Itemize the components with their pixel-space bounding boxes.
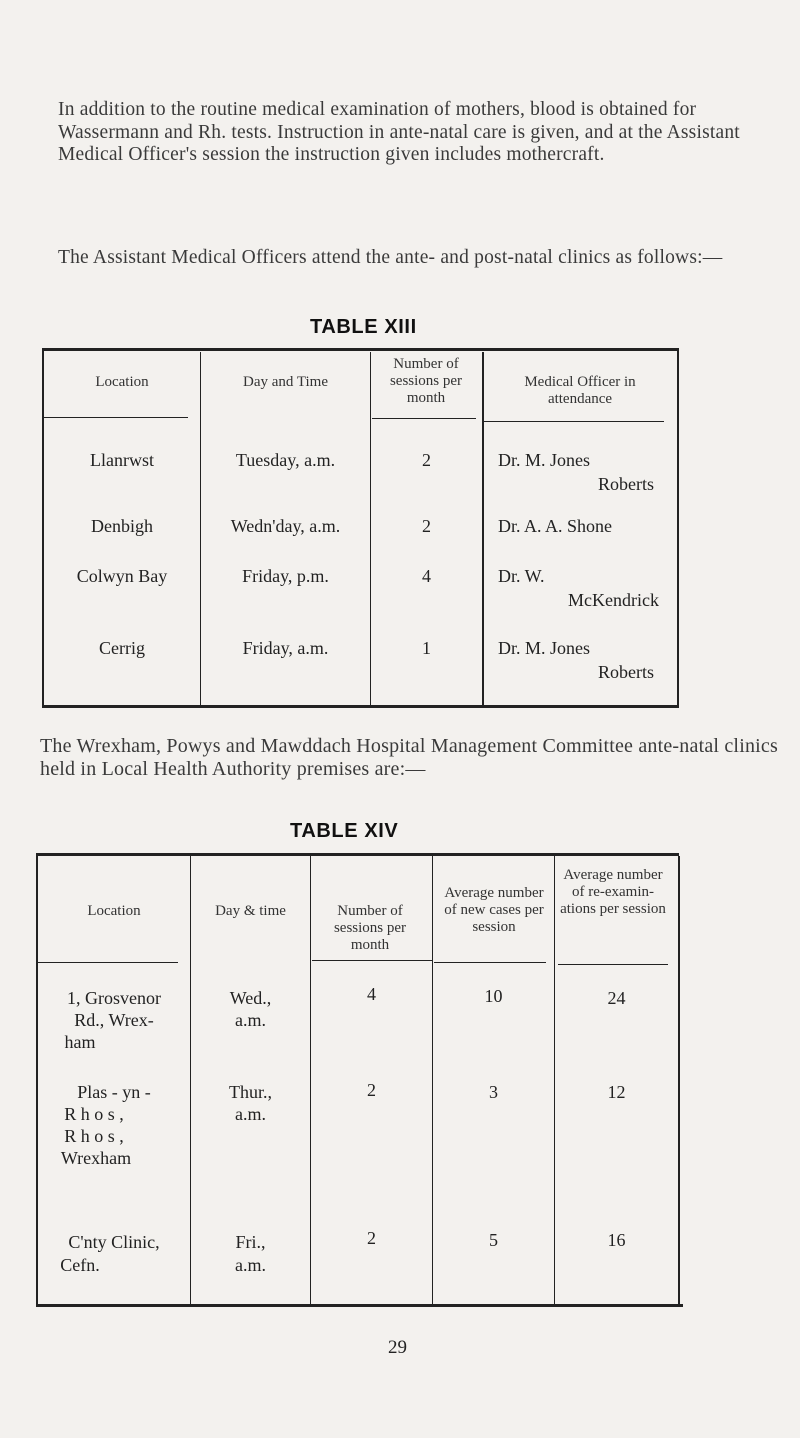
cell-day: Wed., (229, 988, 272, 1008)
cell-sessions: 1 (422, 638, 431, 658)
cell-location-cont: Wrexham (60, 1148, 132, 1168)
cell-day: Fri., (235, 1232, 266, 1252)
cell-officer: Dr. A. A. Shone (498, 516, 613, 536)
cell-location: Denbigh (91, 516, 153, 536)
cell-sessions: 2 (422, 450, 431, 470)
cell-location-cont: R h o s , (64, 1104, 124, 1124)
cell-location-cont: ham (64, 1032, 96, 1052)
intro-paragraph: In addition to the routine medical examination of mothers, blood is obtained for Wassermann and Rh. tests. Instruction in ante-natal care is given, and at the Assistant Medical Officer's session the instruction given includes mothercraft. (58, 99, 740, 165)
cell-day-cont: a.m. (235, 1255, 266, 1275)
cell-day: Tuesday, a.m. (235, 450, 336, 470)
header-sessions: Number of sessions per month (389, 356, 463, 406)
cell-officer: Dr. W. (498, 566, 545, 586)
cell-officer-cont: McKendrick (568, 590, 659, 610)
header-day-time: Day & time (215, 903, 286, 919)
cell-sessions: 2 (422, 516, 431, 536)
cell-day-cont: a.m. (235, 1104, 266, 1124)
cell-officer: Dr. M. Jones (498, 638, 591, 658)
header-rule (434, 962, 546, 963)
cell-new-cases: 10 (484, 986, 503, 1006)
cell-location-cont: Rd., Wrex- (74, 1010, 154, 1030)
header-location: Location (87, 903, 141, 919)
cell-re-examinations: 16 (607, 1230, 626, 1250)
cell-re-examinations: 12 (607, 1082, 626, 1102)
cell-day: Thur., (229, 1082, 272, 1102)
cell-sessions: 2 (367, 1080, 376, 1100)
cell-location: Llanrwst (90, 450, 154, 470)
cell-location: 1, Grosvenor (67, 988, 161, 1008)
header-rule (312, 960, 432, 961)
cell-officer-cont: Roberts (598, 662, 654, 682)
cell-sessions: 2 (367, 1228, 376, 1248)
header-location: Location (95, 374, 149, 390)
cell-sessions: 4 (367, 984, 376, 1004)
cell-location: Colwyn Bay (76, 566, 168, 586)
cell-day: Friday, p.m. (242, 566, 329, 586)
clinics-paragraph: The Assistant Medical Officers attend the ante- and post-natal clinics as follows:— (58, 247, 723, 268)
cell-location: Plas - yn - (77, 1082, 151, 1102)
cell-re-examinations: 24 (607, 988, 626, 1008)
table-border (678, 856, 680, 1306)
table-border (36, 1304, 683, 1307)
header-rule (558, 964, 668, 965)
table-border (36, 853, 679, 856)
cell-new-cases: 3 (489, 1082, 498, 1102)
table-xiii-title: TABLE XIII (310, 316, 417, 338)
table-xiv-title: TABLE XIV (290, 820, 399, 842)
header-day-time: Day and Time (242, 374, 328, 390)
cell-officer: Dr. M. Jones (498, 450, 591, 470)
header-medical-officer: Medical Officer in attendance (524, 374, 636, 407)
header-re-examinations: Average number of re-examin-ations per session (560, 867, 666, 917)
cell-day-cont: a.m. (235, 1010, 266, 1030)
cell-location: Cerrig (99, 638, 145, 658)
header-new-cases: Average number of new cases per session (444, 885, 544, 935)
cell-location-cont: Cefn. (60, 1255, 100, 1275)
cell-day: Wedn'day, a.m. (230, 516, 341, 536)
cell-location: C'nty Clinic, (68, 1232, 160, 1252)
cell-officer-cont: Roberts (598, 474, 654, 494)
page-number: 29 (388, 1337, 407, 1358)
header-rule (38, 962, 178, 963)
cell-new-cases: 5 (489, 1230, 498, 1250)
cell-sessions: 4 (422, 566, 431, 586)
cell-location-cont: R h o s , (64, 1126, 124, 1146)
hospital-clinics-paragraph: The Wrexham, Powys and Mawddach Hospital Management Committee ante-natal clinics held in Local Health Authority premises are:— (40, 735, 778, 780)
header-sessions: Number of sessions per month (333, 903, 407, 953)
cell-day: Friday, a.m. (242, 638, 329, 658)
